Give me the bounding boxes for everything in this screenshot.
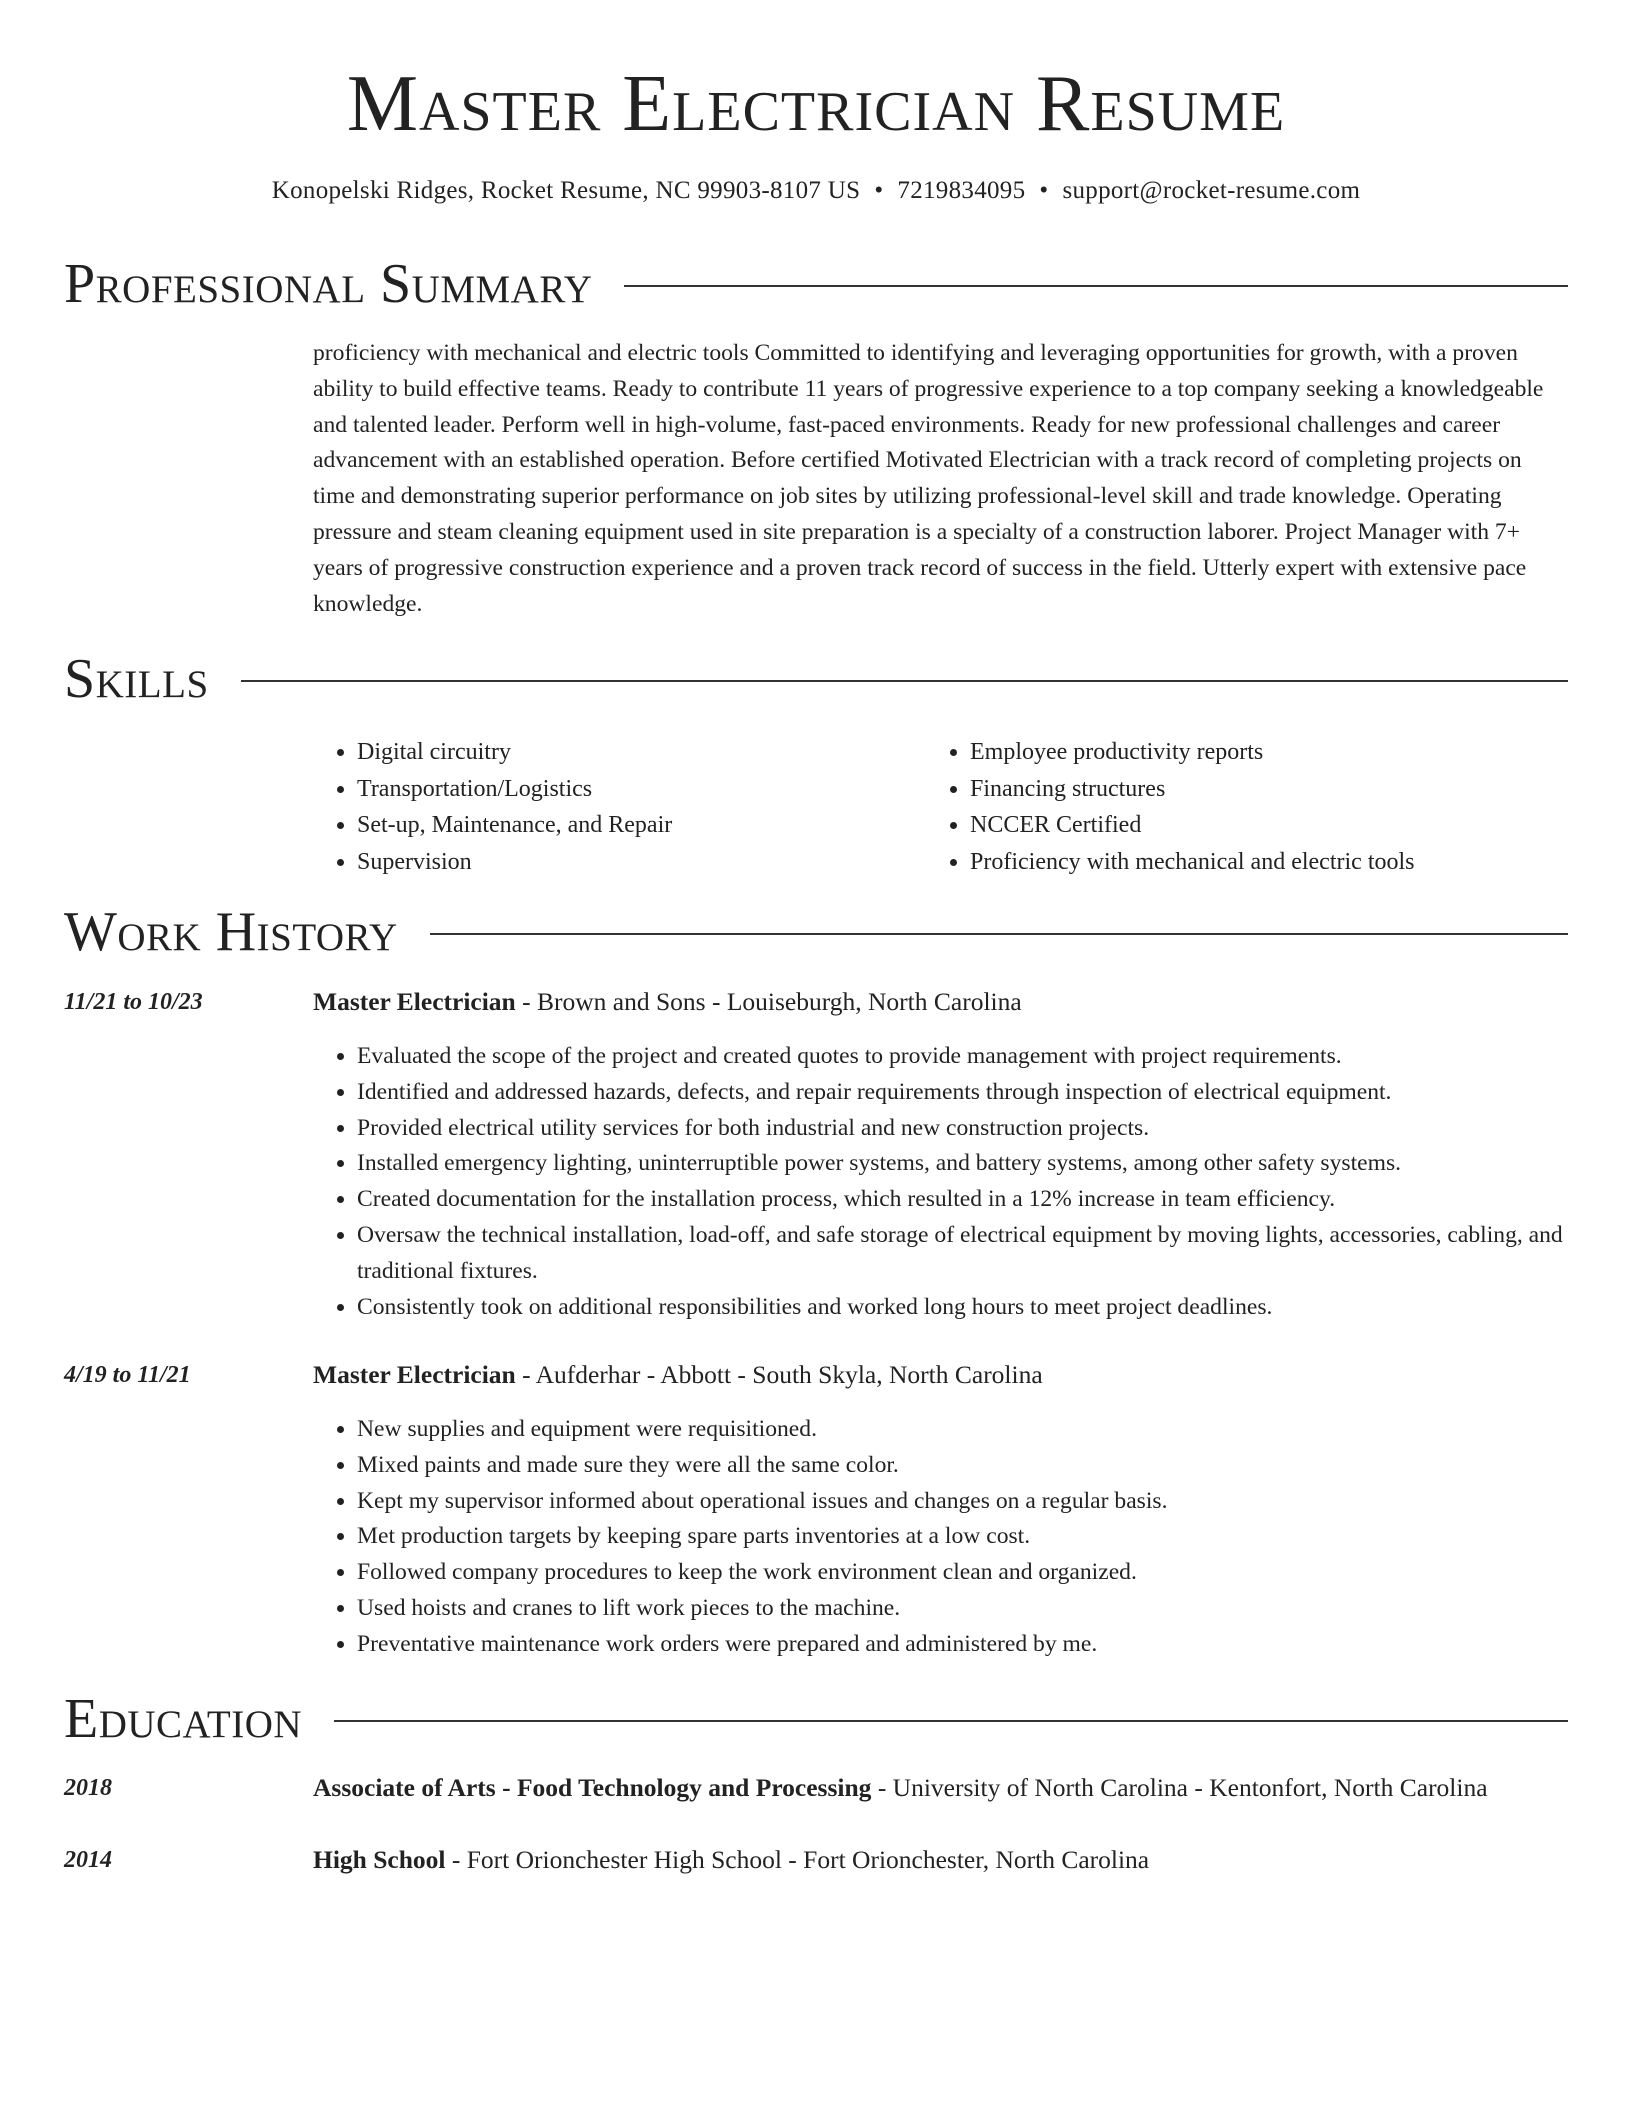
skill-item: • Supervision: [357, 844, 957, 881]
skill-item: • Digital circuitry: [357, 734, 957, 771]
job-title: Master Electrician: [313, 1360, 516, 1389]
education-year: 2014: [64, 1847, 112, 1873]
skills-list-left: [313, 734, 957, 880]
job-employer: - Aufderhar - Abbott - South Skyla, North Carolina: [515, 1360, 1043, 1389]
education-section-title: Education: [64, 1688, 303, 1750]
job-bullet: • Oversaw the technical installation, load-off, and safe storage of electrical equipment by moving lights, accessories, cabling, and traditional fixtures.: [357, 1218, 1577, 1290]
skills-section-title: Skills: [64, 648, 209, 710]
skill-item: • NCCER Certified: [970, 807, 1570, 844]
job-bullet: • Preventative maintenance work orders were prepared and administered by me.: [357, 1627, 1577, 1663]
skill-item: • Proficiency with mechanical and electric tools: [970, 844, 1570, 881]
job-bullets: [313, 1039, 1577, 1325]
job-bullet: • Created documentation for the installation process, which resulted in a 12% increase in team efficiency.: [357, 1182, 1577, 1218]
job-dates: 4/19 to 11/21: [64, 1362, 191, 1388]
job-bullet: • Evaluated the scope of the project and created quotes to provide management with project requirements.: [357, 1039, 1577, 1075]
skills-list-right: [926, 734, 1570, 880]
skill-item: • Transportation/Logistics: [357, 771, 957, 808]
job-heading: [313, 1358, 1573, 1392]
education-degree: Associate of Arts - Food Technology and Processing: [313, 1773, 872, 1802]
job-title: Master Electrician: [313, 987, 516, 1016]
job-heading: [313, 985, 1573, 1019]
section-divider: [624, 285, 1568, 287]
education-entry: [313, 1771, 1573, 1805]
skills-section-header: [64, 647, 1568, 711]
skill-item: • Financing structures: [970, 771, 1570, 808]
education-entry: [313, 1843, 1573, 1877]
job-bullet: • Installed emergency lighting, uninterruptible power systems, and battery systems, among other safety systems.: [357, 1146, 1577, 1182]
contact-separator: •: [874, 177, 884, 204]
contact-address: Konopelski Ridges, Rocket Resume, NC 99903-8107 US: [271, 177, 861, 204]
education-school: - Fort Orionchester High School - Fort Orionchester, North Carolina: [445, 1845, 1150, 1874]
section-divider: [241, 680, 1568, 682]
summary-section-title: Professional Summary: [64, 253, 593, 315]
section-divider: [430, 933, 1568, 935]
education-degree: High School: [313, 1845, 446, 1874]
contact-phone: 7219834095: [897, 177, 1026, 204]
job-dates: 11/21 to 10/23: [64, 989, 203, 1015]
section-divider: [334, 1720, 1568, 1722]
education-section-header: [64, 1687, 1568, 1751]
work-section-title: Work History: [64, 901, 398, 963]
job-bullet: • Followed company procedures to keep the work environment clean and organized.: [357, 1555, 1577, 1591]
job-bullet: • Met production targets by keeping spare parts inventories at a low cost.: [357, 1519, 1577, 1555]
skill-item: • Employee productivity reports: [970, 734, 1570, 771]
skill-item: • Set-up, Maintenance, and Repair: [357, 807, 957, 844]
job-bullets: [313, 1412, 1577, 1663]
summary-text: proficiency with mechanical and electric tools Committed to identifying and leveraging opportunities for growth, with a proven ability to build effective teams. Ready to contribute 11 years of progressive experience to a top company seeking a knowledgeable and talented leader. Perform well in high-volume, fast-paced environments. Ready for new professional challenges and career advancement with an established operation. Before certified Motivated Electrician with a track record of completing projects on time and demonstrating superior performance on job sites by utilizing professional-level skill and trade knowledge. Operating pressure and steam cleaning equipment used in site preparation is a specialty of a construction laborer. Project Manager with 7+ years of progressive construction experience and a proven track record of success in the field. Utterly expert with extensive pace knowledge.: [313, 340, 1544, 617]
job-bullet: • Identified and addressed hazards, defects, and repair requirements through inspection of electrical equipment.: [357, 1075, 1577, 1111]
education-school: - University of North Carolina - Kentonfort, North Carolina: [871, 1773, 1488, 1802]
job-bullet: • Used hoists and cranes to lift work pieces to the machine.: [357, 1591, 1577, 1627]
job-bullet: • New supplies and equipment were requisitioned.: [357, 1412, 1577, 1448]
education-year: 2018: [64, 1775, 112, 1801]
job-employer: - Brown and Sons - Louiseburgh, North Carolina: [515, 987, 1022, 1016]
contact-separator: •: [1039, 177, 1049, 204]
contact-line: [0, 174, 1632, 208]
job-bullet: • Provided electrical utility services for both industrial and new construction projects.: [357, 1111, 1577, 1147]
contact-email: support@rocket-resume.com: [1062, 177, 1361, 204]
job-bullet: • Kept my supervisor informed about operational issues and changes on a regular basis.: [357, 1484, 1577, 1520]
job-bullet: • Consistently took on additional responsibilities and worked long hours to meet project deadlines.: [357, 1290, 1577, 1326]
job-bullet: • Mixed paints and made sure they were all the same color.: [357, 1448, 1577, 1484]
resume-title: Master Electrician Resume: [346, 60, 1286, 148]
work-section-header: [64, 900, 1568, 964]
summary-section-header: [64, 252, 1568, 316]
